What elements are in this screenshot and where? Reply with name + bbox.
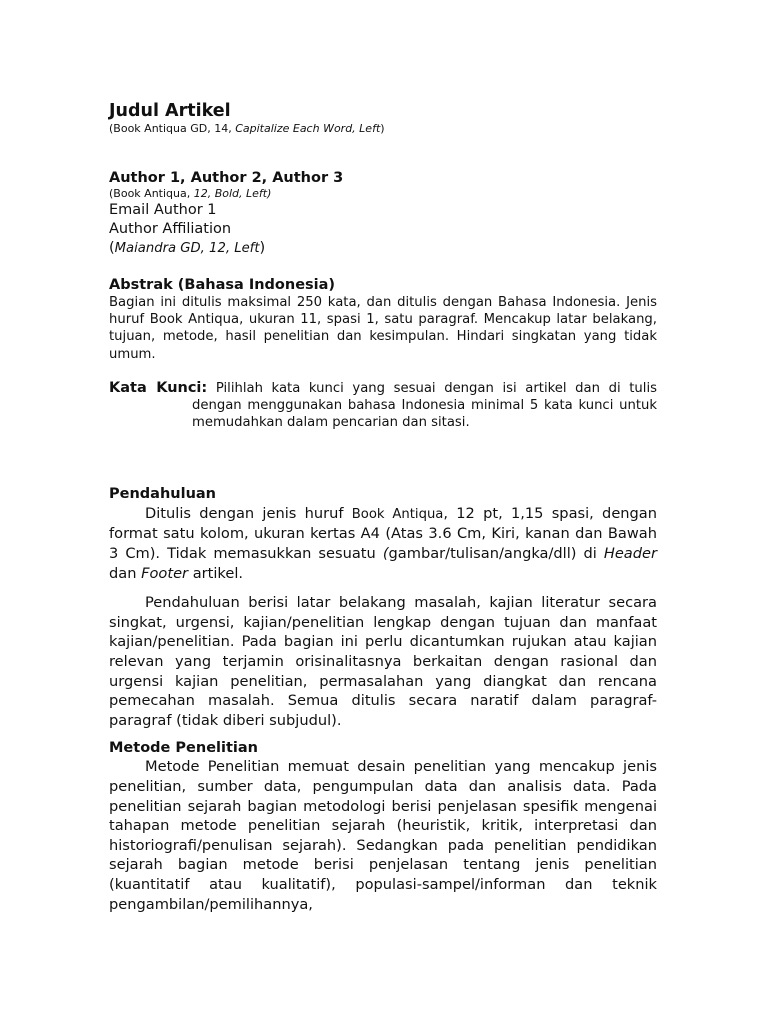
author-names: Author 1, Author 2, Author 3 <box>109 170 344 186</box>
author-format-note: (Book Antiqua, 12, Bold, Left) <box>109 187 272 200</box>
introduction-paragraph-1: Ditulis dengan jenis huruf Book Antiqua, 12 pt, 1,15 spasi, dengan format satu kolom, ukuran kertas A4 (Atas 3.6 Cm, Kiri, kanan dan Bawah 3 Cm). Tidak memasukkan sesuatu (gambar/tulisan/angka/dll) di Header dan Footer artikel. <box>109 504 657 582</box>
abstract-heading: Abstrak (Bahasa Indonesia) <box>109 277 336 293</box>
article-title: Judul Artikel <box>109 101 231 121</box>
title-format-note: (Book Antiqua GD, 14, Capitalize Each Word, Left) <box>109 122 385 135</box>
introduction-paragraph-2: Pendahuluan berisi latar belakang masalah, kajian literatur secara singkat, urgensi, kajian/penelitian lengkap dengan tujuan dan manfaat kajian/penelitian. Pada bagian ini perlu dicantumkan rujukan atau kajian relevan yang terjamin orisinalitasnya berkaitan dengan rasional dan urgensi kajian penelitian, permasalahan yang diangkat dan rencana pemecahan masalah. Semua ditulis secara naratif dalam paragraf-paragraf (tidak diberi subjudul). <box>109 594 657 729</box>
document-page <box>109 100 657 914</box>
affiliation-format-note: (Maiandra GD, 12, Left) <box>109 240 266 256</box>
author-affiliation: Author Affiliation <box>109 221 232 237</box>
section-heading-introduction: Pendahuluan <box>109 485 216 502</box>
section-heading-method: Metode Penelitian <box>109 740 258 757</box>
keywords-text: Pilihlah kata kunci yang sesuai dengan isi artikel dan di tulis dengan menggunakan bahasa Indonesia minimal 5 kata kunci untuk memudahkan dalam pencarian dan sitasi. <box>192 380 657 430</box>
method-paragraph-1: Metode Penelitian memuat desain penelitian yang mencakup jenis penelitian, sumber data, pengumpulan data dan analisis data. Pada penelitian sejarah bagian metodologi berisi penjelasan spesifik mengenai tahapan metode penelitian sejarah (heuristik, kritik, interpretasi dan historiografi/penulisan sejarah). Sedangkan pada penelitian pendidikan sejarah bagian metode berisi penjelasan tentang jenis penelitian (kuantitatif atau kualitatif), populasi-sampel/informan dan teknik pengambilan/pemilihannya, <box>109 758 657 913</box>
abstract-body: Bagian ini ditulis maksimal 250 kata, dan ditulis dengan Bahasa Indonesia. Jenis huruf Book Antiqua, ukuran 11, spasi 1, satu paragraf. Mencakup latar belakang, tujuan, metode, hasil penelitian dan kesimpulan. Hindari singkatan yang tidak umum. <box>109 295 657 362</box>
keywords <box>109 380 657 431</box>
keywords-label: Kata Kunci: <box>109 379 208 396</box>
author-email: Email Author 1 <box>109 202 217 218</box>
